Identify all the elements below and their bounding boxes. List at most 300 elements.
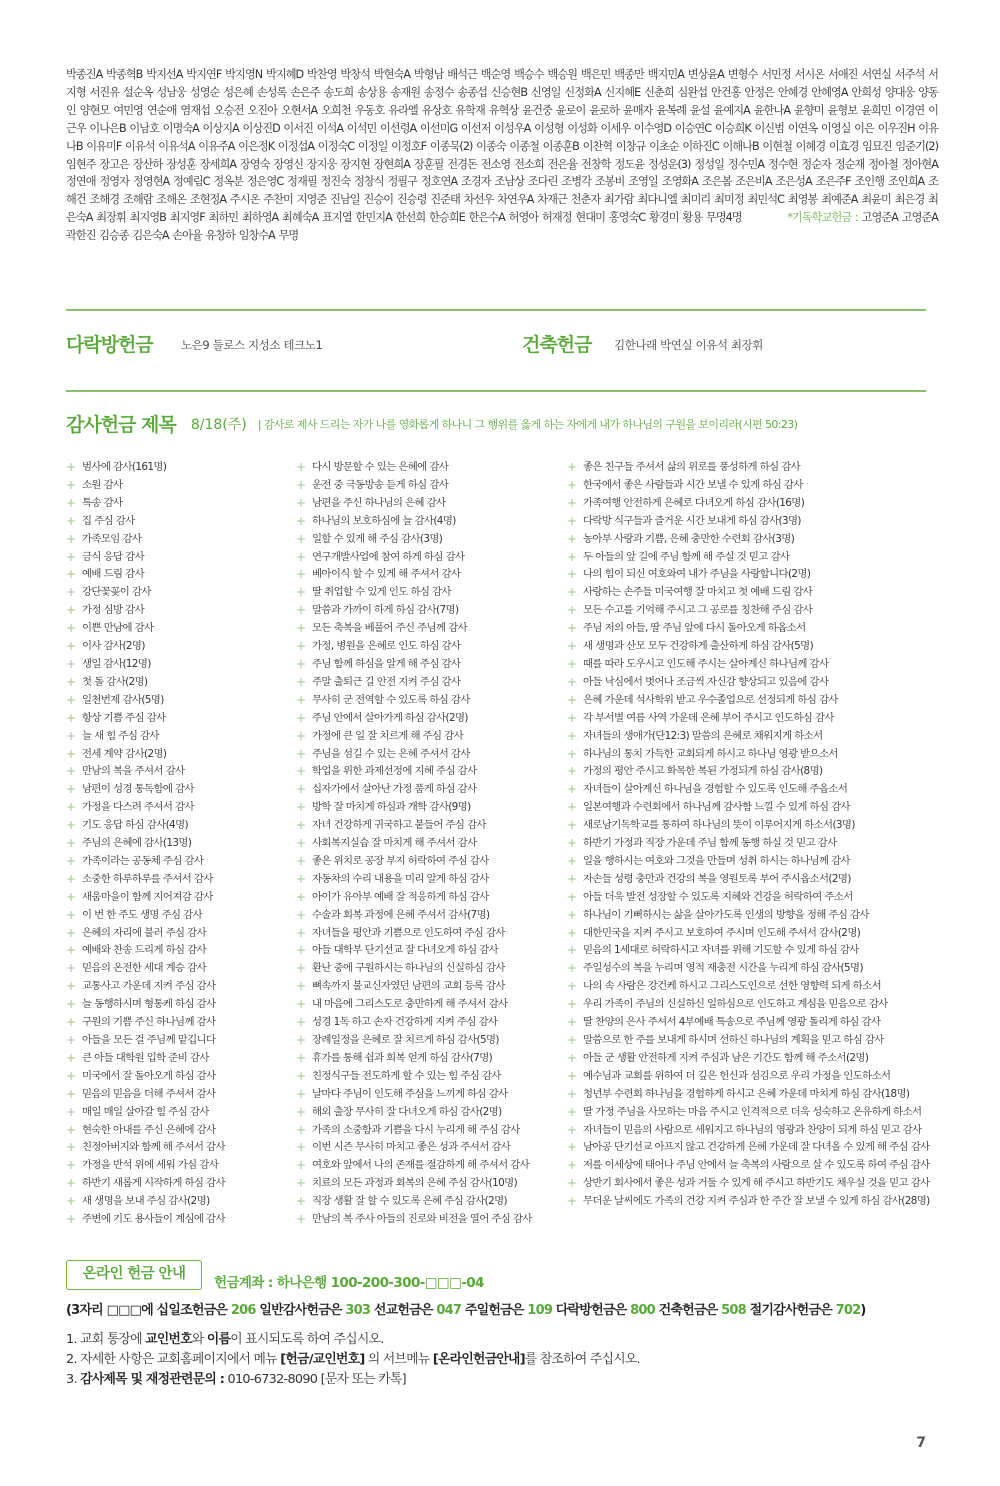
thanks-item-text: 휴가를 통해 쉼과 회복 얻게 하심 감사(7명) xyxy=(312,1051,493,1064)
thanks-item xyxy=(567,584,947,602)
plus-icon: + xyxy=(66,1015,76,1030)
note-1-text: 1. 교회 통장에 xyxy=(66,1332,146,1347)
plus-icon: + xyxy=(296,800,306,815)
plus-icon: + xyxy=(296,979,306,994)
plus-icon: + xyxy=(296,639,306,654)
thanks-item xyxy=(567,638,947,656)
sunday-code: 109 xyxy=(527,1303,553,1318)
page-number: 7 xyxy=(916,1435,926,1451)
thanks-item-text: 저를 이세상에 태어나 주님 안에서 늘 축복의 사람으로 살 수 있도록 하여 주심 감사 xyxy=(583,1159,930,1172)
thanks-item xyxy=(66,889,286,907)
thanks-item xyxy=(66,817,286,835)
plus-icon: + xyxy=(66,495,76,510)
thanks-item xyxy=(567,907,947,925)
plus-icon: + xyxy=(296,746,306,761)
plus-icon: + xyxy=(66,746,76,761)
note-2-text: 2. 자세한 사항은 교회홈페이지에서 메뉴 xyxy=(66,1352,281,1367)
thanks-item xyxy=(296,942,566,960)
plus-icon: + xyxy=(567,871,577,886)
plus-icon: + xyxy=(66,800,76,815)
plus-icon: + xyxy=(66,1212,76,1227)
thanks-item xyxy=(66,746,286,764)
thanks-item-text: 일할 수 있게 해 주심 감사(3명) xyxy=(312,532,443,545)
thanks-item xyxy=(66,477,286,495)
plus-icon: + xyxy=(296,531,306,546)
thanks-item-text: 은혜의 자리에 불러 주심 감사 xyxy=(82,926,207,939)
plus-icon: + xyxy=(66,961,76,976)
plus-icon: + xyxy=(567,460,577,474)
plus-icon: + xyxy=(567,710,577,725)
thanks-item-text: 이사 감사(2명) xyxy=(82,640,145,653)
thanks-item-text: 말씀으로 한 주를 보내게 하시며 선하신 하나님의 계획을 믿고 하심 감사 xyxy=(583,1034,884,1046)
thanks-item xyxy=(567,925,947,943)
thanks-item-text: 생일 감사(12명) xyxy=(82,657,151,670)
thanks-item-text: 방학 잘 마치게 하심과 개학 감사(9명) xyxy=(312,801,471,814)
thanks-item-text: 딸 취업할 수 있게 인도 하심 감사 xyxy=(312,586,451,599)
plus-icon: + xyxy=(567,549,577,564)
thanks-item xyxy=(296,459,566,477)
darakbang-code: 800 xyxy=(630,1303,655,1318)
plus-icon: + xyxy=(567,656,577,671)
thanks-item xyxy=(296,1068,566,1086)
note-2-text: 를 참조하여 주십시오. xyxy=(524,1352,640,1367)
thanks-item-text: 주일성수의 복을 누리며 영적 재충전 시간을 누리게 하심 감사(5명) xyxy=(583,962,863,975)
thanks-item xyxy=(66,459,286,477)
plus-icon: + xyxy=(296,925,306,940)
thanks-item-text: 사회복지실습 잘 마치게 해 주셔서 감사 xyxy=(312,837,477,850)
offering-account: 헌금계좌 : 하나은행 100-200-300-□□□-04 xyxy=(214,1275,484,1291)
thanks-item xyxy=(567,835,947,853)
thanks-item-text: 자녀들이 살아계신 하나님을 경험할 수 있도록 인도해 주옵소서 xyxy=(583,783,848,796)
thanks-item-text: 때를 따라 도우시고 인도해 주시는 살아계신 하나님께 감사 xyxy=(583,657,829,670)
plus-icon: + xyxy=(567,1015,577,1030)
thanks-item xyxy=(66,799,286,817)
thanks-item-text: 나의 속 사람은 강건케 하시고 그리스도인으로 선한 영향력 되게 하소서 xyxy=(583,980,882,993)
thanks-item-text: 자동차의 수리 내용을 미리 알게 하심 감사 xyxy=(312,872,489,885)
thanks-item xyxy=(66,1122,286,1140)
thanks-item xyxy=(296,763,566,781)
season-code: 702 xyxy=(835,1303,861,1318)
thanks-code: 303 xyxy=(345,1303,371,1318)
thanks-item xyxy=(66,1014,286,1032)
plus-icon: + xyxy=(66,1050,76,1065)
plus-icon: + xyxy=(296,674,306,689)
thanks-item xyxy=(296,1032,566,1050)
plus-icon: + xyxy=(296,836,306,851)
plus-icon: + xyxy=(567,639,577,654)
plus-icon: + xyxy=(296,782,306,797)
plus-icon: + xyxy=(567,1104,577,1119)
plus-icon: + xyxy=(296,621,306,636)
thanks-item-text: 전세 계약 감사(2명) xyxy=(82,747,167,760)
thanks-item xyxy=(296,1139,566,1157)
thanks-column-1 xyxy=(66,459,286,1229)
thanks-item xyxy=(66,728,286,746)
thanks-item xyxy=(66,1104,286,1122)
plus-icon: + xyxy=(567,853,577,868)
thanks-item-text: 매일 매일 살아갈 힘 주심 감사 xyxy=(82,1105,209,1118)
thanks-item-text: 믿음의 믿음을 더해 주셔서 감사 xyxy=(82,1087,216,1100)
plus-icon: + xyxy=(296,943,306,958)
plus-icon: + xyxy=(66,621,76,636)
thanks-item-text: 가정, 병원을 은혜로 인도 하심 감사 xyxy=(312,640,461,653)
plus-icon: + xyxy=(66,674,76,689)
thanks-item-text: 가족의 소중함과 기쁨을 다시 누리게 해 주심 감사 xyxy=(312,1123,520,1136)
thanks-item-text: 대한민국을 지켜 주시고 보호하여 주시며 인도해 주셔서 감사(2명) xyxy=(583,926,861,939)
thanks-item-text: 친정식구들 전도하게 할 수 있는 힘 주심 감사 xyxy=(312,1069,501,1082)
thanks-item xyxy=(567,1157,947,1175)
plus-icon: + xyxy=(66,460,76,474)
thanks-item xyxy=(66,763,286,781)
plus-icon: + xyxy=(567,1086,577,1101)
plus-icon: + xyxy=(567,1068,577,1083)
thanks-item-text: 자녀 건강하게 귀국하고 붙들어 주심 감사 xyxy=(312,819,486,832)
thanks-item xyxy=(567,477,947,495)
thanks-item-text: 주님의 은혜에 감사(13명) xyxy=(82,837,192,850)
thanks-item xyxy=(66,907,286,925)
plus-icon: + xyxy=(66,513,76,528)
thanks-item xyxy=(66,1211,286,1229)
thanks-item xyxy=(296,996,566,1014)
note-2-text: 의 서브메뉴 xyxy=(364,1352,433,1367)
thanks-item-text: 새움마을이 함께 지어져감 감사 xyxy=(82,890,213,903)
thanks-item xyxy=(567,692,947,710)
thanks-item xyxy=(567,1050,947,1068)
thanks-item-text: 소중한 하루하루를 주셔서 감사 xyxy=(82,872,213,885)
plus-icon: + xyxy=(66,1122,76,1137)
thanks-item xyxy=(567,978,947,996)
plus-icon: + xyxy=(567,531,577,546)
thanks-item xyxy=(296,925,566,943)
thanks-item xyxy=(296,978,566,996)
plus-icon: + xyxy=(296,1086,306,1101)
thanks-item xyxy=(296,889,566,907)
note-1 xyxy=(66,1330,640,1350)
plus-icon: + xyxy=(296,495,306,510)
thanks-item xyxy=(66,960,286,978)
thanks-item xyxy=(66,925,286,943)
thanks-item xyxy=(296,781,566,799)
plus-icon: + xyxy=(66,907,76,922)
plus-icon: + xyxy=(296,603,306,618)
thanks-item-text: 모든 수고를 기억해 주시고 그 공로를 칭찬해 주심 감사 xyxy=(583,604,813,617)
thanks-item-text: 늘 동행하시며 형통케 하심 감사 xyxy=(82,998,216,1011)
plus-icon: + xyxy=(567,1158,577,1173)
thanks-item xyxy=(66,531,286,549)
thanks-item xyxy=(567,1086,947,1104)
thanks-item xyxy=(66,513,286,531)
plus-icon: + xyxy=(567,1194,577,1209)
plus-icon: + xyxy=(66,477,76,492)
thanks-item-text: 집 주심 감사 xyxy=(82,514,135,527)
thanks-item-text: 일을 행하시는 여호와 그것을 만들며 성취 하시는 하나님께 감사 xyxy=(583,854,850,867)
thanks-item xyxy=(296,1014,566,1032)
online-offering-label: 온라인 헌금 안내 xyxy=(66,1260,202,1290)
thanks-item-text: 나의 힘이 되신 여호와여 내가 주님을 사랑합니다(2명) xyxy=(583,568,811,581)
thanks-item xyxy=(66,942,286,960)
thanks-item xyxy=(296,656,566,674)
thanks-item-text: 장례일정을 은혜로 잘 치르게 하심 감사(5명) xyxy=(312,1034,499,1046)
plus-icon: + xyxy=(296,997,306,1012)
plus-icon: + xyxy=(567,818,577,833)
plus-icon: + xyxy=(567,997,577,1012)
darakbang-names: 노은9 둘로스 지성소 테크노1 xyxy=(181,338,323,352)
codes-suffix: ) xyxy=(860,1303,866,1318)
plus-icon: + xyxy=(567,943,577,958)
thanks-item-text: 강단꽃꽂이 감사 xyxy=(82,586,151,599)
plus-icon: + xyxy=(66,871,76,886)
thanks-item-text: 예배와 찬송 드리게 하심 감사 xyxy=(82,944,207,957)
plus-icon: + xyxy=(296,585,306,600)
plus-icon: + xyxy=(296,710,306,725)
thanks-item-text: 일본여행과 수련회에서 하나님께 감사함 느낄 수 있게 하심 감사 xyxy=(583,801,850,814)
thanks-item-text: 교통사고 가운데 지켜 주심 감사 xyxy=(82,980,216,993)
plus-icon: + xyxy=(66,836,76,851)
thanks-item xyxy=(567,853,947,871)
offering-notes xyxy=(66,1330,640,1390)
thanks-item-text: 자녀들이 믿음의 사람으로 세워지고 하나님의 영광과 찬양이 되게 하심 믿고 감사 xyxy=(583,1123,922,1136)
plus-icon: + xyxy=(66,1086,76,1101)
thanks-item-text: 각 부서별 여름 사역 가운데 은혜 부어 주시고 인도하심 감사 xyxy=(583,711,834,724)
thanks-item-text: 자녀들의 생애가(단12:3) 말씀의 은혜로 채워지게 하소서 xyxy=(583,729,823,742)
plus-icon: + xyxy=(567,1140,577,1155)
plus-icon: + xyxy=(66,585,76,600)
thanks-item-text: 첫 돌 감사(2명) xyxy=(82,675,148,688)
thanks-code-label: 일반감사헌금은 xyxy=(255,1303,346,1318)
thanks-item xyxy=(66,835,286,853)
thanks-item xyxy=(567,620,947,638)
plus-icon: + xyxy=(66,925,76,940)
thanks-item xyxy=(296,710,566,728)
plus-icon: + xyxy=(567,1033,577,1047)
thanks-item-text: 운전 중 극동방송 듣게 하심 감사 xyxy=(312,478,449,491)
thanks-item-text: 모든 축복을 베풀어 주신 주님께 감사 xyxy=(312,622,468,635)
thanks-item xyxy=(567,1104,947,1122)
plus-icon: + xyxy=(296,460,306,474)
thanks-item-text: 가정의 평안 주시고 화목한 복된 가정되게 하심 감사(8명) xyxy=(583,765,823,778)
thanks-item xyxy=(296,1211,566,1229)
thanks-item xyxy=(567,549,947,567)
thanks-item-text: 수술과 회복 과정에 은혜 주셔서 감사(7명) xyxy=(312,908,490,921)
note-3-inquiry-label: 감사제목 및 재정관련문의 : xyxy=(80,1372,225,1387)
thanks-item-text: 내 마음에 그리스도로 충만하게 해 주셔서 감사 xyxy=(312,998,508,1011)
thanks-item xyxy=(66,1175,286,1193)
plus-icon: + xyxy=(296,889,306,904)
thanks-item-text: 기도 응답 하심 감사(4명) xyxy=(82,819,188,832)
thanks-item xyxy=(567,871,947,889)
thanks-item-text: 자녀들을 평안과 기쁨으로 인도하여 주심 감사 xyxy=(312,926,505,939)
plus-icon: + xyxy=(567,800,577,815)
thanks-item-text: 아들을 모든 걸 주님께 맡깁니다 xyxy=(82,1034,216,1046)
plus-icon: + xyxy=(66,782,76,797)
thanks-item xyxy=(296,1050,566,1068)
plus-icon: + xyxy=(567,728,577,743)
thanks-item xyxy=(567,1193,947,1211)
plus-icon: + xyxy=(66,853,76,868)
thanks-item xyxy=(296,692,566,710)
thanks-item xyxy=(567,1068,947,1086)
thanks-item xyxy=(567,942,947,960)
thanks-item xyxy=(296,853,566,871)
plus-icon: + xyxy=(296,1050,306,1065)
plus-icon: + xyxy=(66,818,76,833)
plus-icon: + xyxy=(567,513,577,528)
divider xyxy=(66,390,926,392)
plus-icon: + xyxy=(567,1122,577,1137)
plus-icon: + xyxy=(296,907,306,922)
thanks-item-text: 치료의 모든 과정과 회복의 은혜 주심 감사(10명) xyxy=(312,1177,518,1190)
donor-list xyxy=(66,66,938,245)
note-2-submenu: [온라인헌금안내] xyxy=(432,1352,525,1367)
thanks-item xyxy=(296,728,566,746)
plus-icon: + xyxy=(296,692,306,707)
plus-icon: + xyxy=(66,692,76,707)
thanks-column-3 xyxy=(567,459,947,1211)
thanks-item-text: 이쁜 만남에 감사 xyxy=(82,622,154,635)
thanks-item-text: 여호와 앞에서 나의 존재를 절감하게 해 주셔서 감사 xyxy=(312,1159,530,1172)
thanks-item-text: 가정 심방 감사 xyxy=(82,604,145,617)
thanks-item-text: 환난 중에 구원하시는 하나님의 신실하심 감사 xyxy=(312,962,505,975)
plus-icon: + xyxy=(66,943,76,958)
thanks-item-text: 범사에 감사(161명) xyxy=(82,461,167,473)
thanks-title: 감사헌금 제목 xyxy=(66,414,176,436)
plus-icon: + xyxy=(567,746,577,761)
thanks-item xyxy=(567,781,947,799)
plus-icon: + xyxy=(567,961,577,976)
thanks-item-text: 사랑하는 손주들 미국여행 잘 마치고 첫 예배 드림 감사 xyxy=(583,586,813,599)
thanks-verse: | 감사로 제사 드리는 자가 나를 영화롭게 하나니 그 행위를 옳게 하는 자에게 내가 하나님의 구원을 보이리라(시편 50:23) xyxy=(257,417,798,431)
thanks-column-2 xyxy=(296,459,566,1229)
thanks-item xyxy=(296,566,566,584)
thanks-item-text: 믿음의 온전한 세대 계승 감사 xyxy=(82,962,207,975)
thanks-item xyxy=(567,1014,947,1032)
thanks-item-text: 일천번제 감사(5명) xyxy=(82,693,164,706)
thanks-item xyxy=(66,978,286,996)
thanks-item xyxy=(567,746,947,764)
thanks-header xyxy=(66,410,966,437)
thanks-item-text: 만남의 복 주사 아들의 진로와 비전을 열어 주심 감사 xyxy=(312,1213,532,1226)
thanks-item-text: 주님 함께 하심을 알게 해 주심 감사 xyxy=(312,657,461,670)
thanks-item-text: 농아부 사랑과 기쁨, 은혜 충만한 수련회 감사(3명) xyxy=(583,532,795,545)
plus-icon: + xyxy=(567,889,577,904)
plus-icon: + xyxy=(66,1140,76,1155)
plus-icon: + xyxy=(296,567,306,582)
thanks-item xyxy=(296,835,566,853)
darakbang-code-label: 다락방헌금은 xyxy=(552,1303,631,1318)
offering-codes xyxy=(66,1299,866,1318)
plus-icon: + xyxy=(66,710,76,725)
plus-icon: + xyxy=(567,979,577,994)
thanks-item xyxy=(567,1139,947,1157)
plus-icon: + xyxy=(296,656,306,671)
building-names: 김한나래 박연실 이유석 최장휘 xyxy=(614,338,763,352)
plus-icon: + xyxy=(567,692,577,707)
thanks-item xyxy=(567,656,947,674)
thanks-item-text: 가정에 큰 일 잘 치르게 해 주심 감사 xyxy=(312,729,464,742)
thanks-item-text: 십자가에서 살아난 가정 품게 하심 감사 xyxy=(312,783,477,796)
thanks-item-text: 가족모임 감사 xyxy=(82,532,142,545)
thanks-item xyxy=(296,960,566,978)
plus-icon: + xyxy=(66,728,76,743)
thanks-item xyxy=(567,602,947,620)
note-1-member-number: 교인번호 xyxy=(145,1332,192,1347)
thanks-item xyxy=(567,817,947,835)
thanks-item-text: 딸 찬양의 은사 주셔서 4부예배 특송으로 주님께 영광 돌리게 하심 감사 xyxy=(583,1016,881,1029)
thanks-item-text: 금식 응답 감사 xyxy=(82,550,145,563)
thanks-item xyxy=(296,549,566,567)
plus-icon: + xyxy=(296,1176,306,1191)
thanks-item xyxy=(296,1086,566,1104)
plus-icon: + xyxy=(296,1158,306,1173)
thanks-item-text: 두 아들의 앞 길에 주님 함께 해 주실 것 믿고 감사 xyxy=(583,550,790,563)
thanks-item-text: 남아공 단기선교 아프지 않고 건강하게 은혜 가운데 잘 다녀올 수 있게 해 주심 감사 xyxy=(583,1141,930,1154)
plus-icon: + xyxy=(296,1122,306,1137)
thanks-item-text: 성경 1독 하고 손자 건강하게 지켜 주심 감사 xyxy=(312,1016,498,1029)
thanks-item-text: 남편을 주신 하나님의 은혜 감사 xyxy=(312,496,446,509)
plus-icon: + xyxy=(66,1068,76,1083)
thanks-item-text: 새 생명을 보내 주심 감사(2명) xyxy=(82,1195,210,1208)
thanks-item-text: 다락방 식구들과 즐거운 시간 보내게 하심 감사(3명) xyxy=(583,514,801,527)
plus-icon: + xyxy=(296,1104,306,1119)
thanks-date: 8/18(주) xyxy=(190,416,247,433)
plus-icon: + xyxy=(296,1140,306,1155)
thanks-item-text: 아들 낙심에서 벗어나 조금씩 자신감 향상되고 있음에 감사 xyxy=(583,675,829,688)
thanks-item-text: 베아이식 할 수 있게 해 주셔서 감사 xyxy=(312,568,461,581)
thanks-item-text: 하반기 새롭게 시작하게 하심 감사 xyxy=(82,1177,225,1190)
thanks-item xyxy=(296,1122,566,1140)
plus-icon: + xyxy=(567,1176,577,1191)
plus-icon: + xyxy=(66,567,76,582)
thanks-item xyxy=(66,602,286,620)
thanks-item xyxy=(66,674,286,692)
plus-icon: + xyxy=(296,871,306,886)
thanks-item xyxy=(66,566,286,584)
plus-icon: + xyxy=(66,549,76,564)
tithe-code: 206 xyxy=(230,1303,256,1318)
plus-icon: + xyxy=(296,549,306,564)
thanks-item-text: 하나님의 통치 가득한 교회되게 하시고 하나님 영광 받으소서 xyxy=(583,747,838,760)
plus-icon: + xyxy=(567,621,577,636)
thanks-item xyxy=(66,1068,286,1086)
thanks-item-text: 새로남기독학교를 통하여 하나님의 뜻이 이루어지게 하소서(3명) xyxy=(583,819,855,832)
thanks-item xyxy=(296,746,566,764)
plus-icon: + xyxy=(567,836,577,851)
thanks-item-text: 아이가 유아부 예배 잘 적응하게 하심 감사 xyxy=(312,890,489,903)
note-2 xyxy=(66,1350,640,1370)
plus-icon: + xyxy=(567,782,577,797)
thanks-item-text: 특송 감사 xyxy=(82,496,123,509)
thanks-item xyxy=(296,1193,566,1211)
plus-icon: + xyxy=(296,1068,306,1083)
building-code-label: 건축헌금은 xyxy=(654,1303,722,1318)
thanks-item xyxy=(66,495,286,513)
plus-icon: + xyxy=(66,997,76,1012)
plus-icon: + xyxy=(296,1015,306,1030)
thanks-item-text: 말씀과 가까이 하게 하심 감사(7명) xyxy=(312,604,459,617)
plus-icon: + xyxy=(296,477,306,492)
thanks-item-text: 자손들 성령 충만과 건강의 복을 영원토록 부어 주시옵소서(2명) xyxy=(583,872,851,885)
thanks-item xyxy=(567,459,947,477)
plus-icon: + xyxy=(296,764,306,779)
thanks-item-text: 직장 생활 잘 할 수 있도록 은혜 주심 감사(2명) xyxy=(312,1195,507,1208)
thanks-item xyxy=(296,584,566,602)
thanks-item xyxy=(66,1032,286,1050)
thanks-item-text: 주님을 섬길 수 있는 은혜 주셔서 감사 xyxy=(312,747,470,760)
thanks-item xyxy=(66,996,286,1014)
thanks-item xyxy=(567,799,947,817)
thanks-item-text: 예수님과 교회를 위하여 더 깊은 헌신과 섬김으로 우리 가정을 인도하소서 xyxy=(583,1069,891,1082)
thanks-item-text: 주변에 기도 용사들이 계심에 감사 xyxy=(82,1213,225,1226)
